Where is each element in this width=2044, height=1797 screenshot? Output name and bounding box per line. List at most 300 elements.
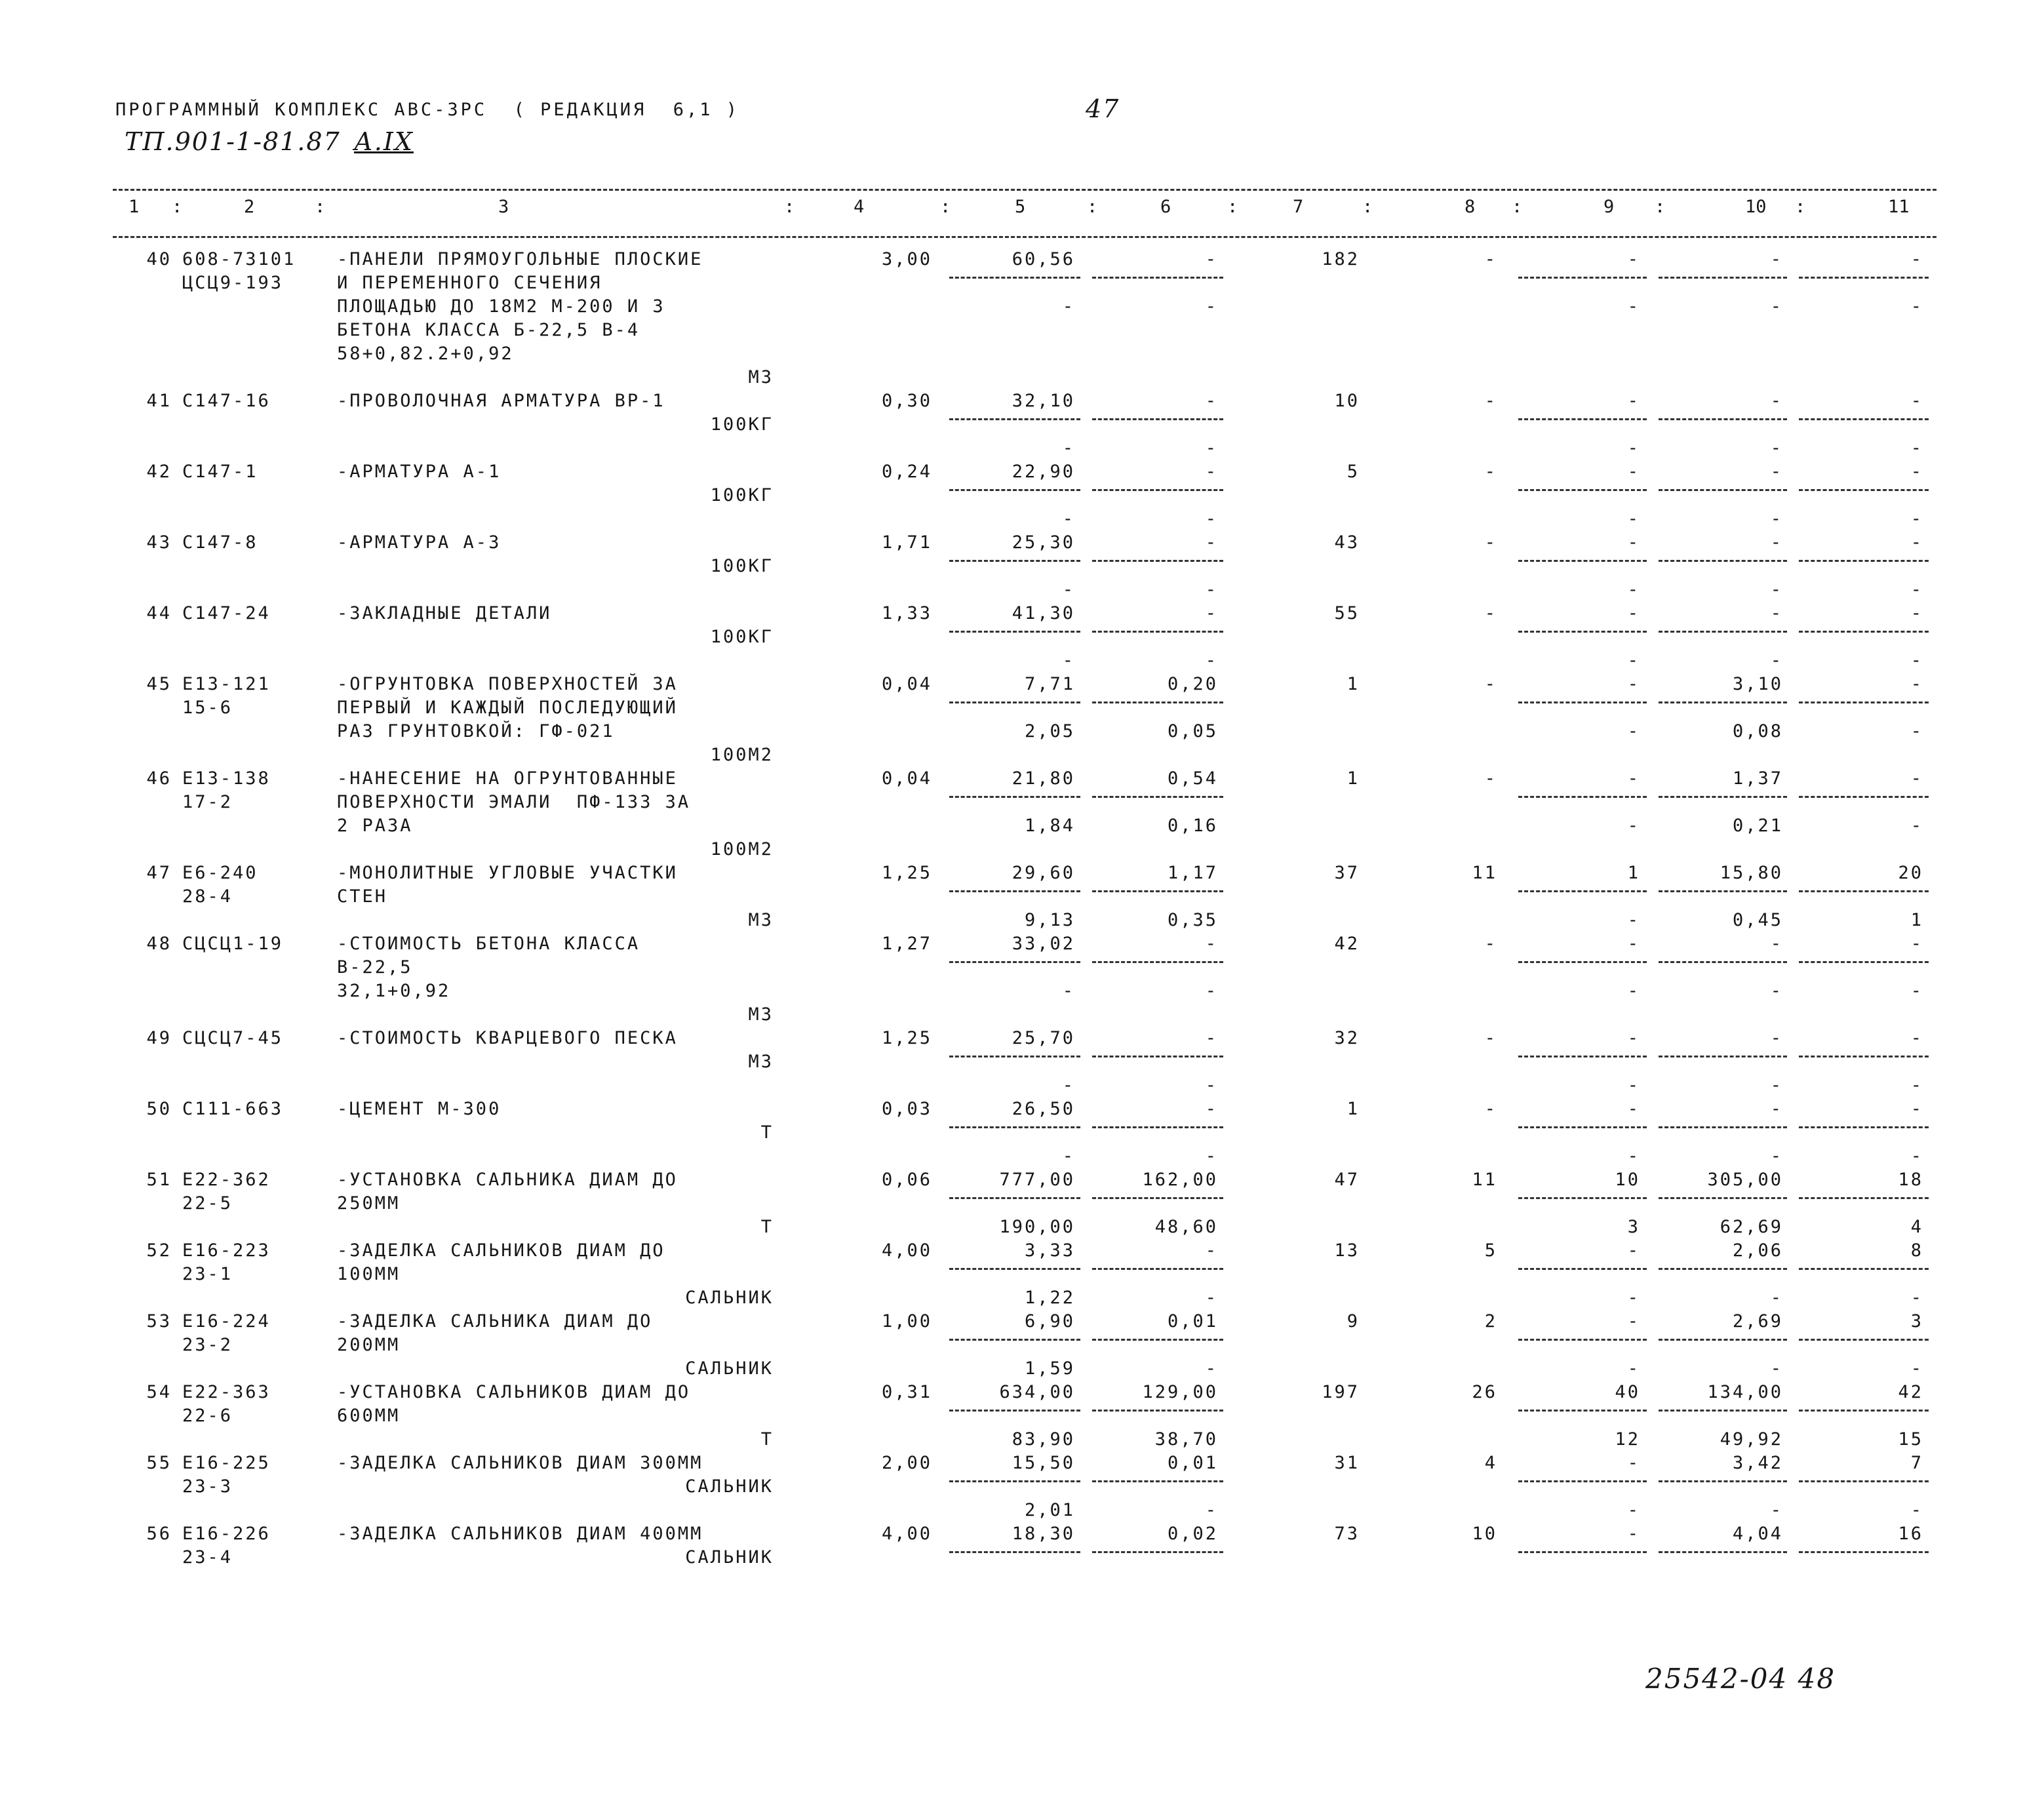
cost-c11-top: - xyxy=(1910,1028,1923,1048)
cost-c6-bottom: - xyxy=(1205,296,1218,317)
cost-c10-top: - xyxy=(1770,1028,1783,1048)
quantity-value: 1,25 xyxy=(881,1028,932,1048)
cost-divider xyxy=(949,277,1080,279)
cost-c10-top: - xyxy=(1770,603,1783,623)
cost-divider xyxy=(949,1268,1080,1270)
cost-c9-bottom: - xyxy=(1627,509,1640,529)
page-number: 47 xyxy=(1086,94,1120,123)
work-description: 100ММ xyxy=(337,1264,401,1284)
cost-divider xyxy=(949,1197,1080,1199)
cost-divider xyxy=(1799,277,1929,279)
labor-col-7: 182 xyxy=(1322,249,1360,269)
work-description: -АРМАТУРА А-3 xyxy=(337,532,501,553)
cost-divider xyxy=(1518,1126,1647,1128)
cost-c10-bottom: - xyxy=(1770,580,1783,600)
unit-of-measure: 100КГ xyxy=(710,627,774,647)
cost-c9-bottom: - xyxy=(1627,1500,1640,1520)
col-8-value: - xyxy=(1484,934,1497,954)
cost-c6-top: 0,02 xyxy=(1167,1524,1218,1544)
labor-col-7: 73 xyxy=(1334,1524,1360,1544)
cost-divider xyxy=(949,1126,1080,1128)
header-rule-top xyxy=(113,189,1936,191)
column-number: 4 xyxy=(854,197,865,217)
cost-c11-top: - xyxy=(1910,391,1923,411)
unit-of-measure: САЛЬНИК xyxy=(685,1288,774,1308)
cost-divider xyxy=(1799,1339,1929,1341)
resource-code: 23-3 xyxy=(182,1476,233,1497)
work-description: -ЗАДЕЛКА САЛЬНИКОВ ДИАМ 300ММ xyxy=(337,1453,703,1473)
cost-c11-top: 18 xyxy=(1898,1170,1923,1190)
work-description: 58+0,82.2+0,92 xyxy=(337,344,514,364)
resource-code: 17-2 xyxy=(182,792,233,812)
program-title: ПРОГРАММНЫЙ КОМПЛЕКС АВС-3РС ( РЕДАКЦИЯ 6,1 ) xyxy=(115,100,740,120)
cost-c6-top: - xyxy=(1205,462,1218,482)
work-description: -ПАНЕЛИ ПРЯМОУГОЛЬНЫЕ ПЛОСКИЕ xyxy=(337,249,703,269)
row-number: 40 xyxy=(146,249,172,269)
cost-divider xyxy=(1518,890,1647,892)
cost-divider xyxy=(949,961,1080,963)
cost-c9-top: - xyxy=(1627,391,1640,411)
cost-c6-bottom: - xyxy=(1205,509,1218,529)
cost-c6-top: 1,17 xyxy=(1167,863,1218,883)
work-description: 600ММ xyxy=(337,1406,401,1426)
work-description: -УСТАНОВКА САЛЬНИКА ДИАМ ДО xyxy=(337,1170,678,1190)
cost-c11-top: - xyxy=(1910,532,1923,553)
cost-c11-bottom: - xyxy=(1910,1288,1923,1308)
column-number: 10 xyxy=(1745,197,1767,217)
cost-c5-bottom: 2,05 xyxy=(1024,721,1075,741)
cost-c9-bottom: - xyxy=(1627,721,1640,741)
cost-c5-top: 18,30 xyxy=(1012,1524,1075,1544)
resource-code: СЦСЦ7-45 xyxy=(182,1028,284,1048)
column-separator: : xyxy=(1655,197,1666,217)
work-description: БЕТОНА КЛАССА Б-22,5 В-4 xyxy=(337,320,640,340)
work-description: ПЕРВЫЙ И КАЖДЫЙ ПОСЛЕДУЮЩИЙ xyxy=(337,698,678,718)
labor-col-7: 1 xyxy=(1346,1099,1360,1119)
column-separator: : xyxy=(1512,197,1523,217)
cost-divider xyxy=(1092,418,1223,420)
resource-code: СЦСЦ1-19 xyxy=(182,934,284,954)
resource-code: 15-6 xyxy=(182,698,233,718)
cost-c5-bottom: - xyxy=(1062,296,1075,317)
cost-c9-bottom: - xyxy=(1627,981,1640,1001)
cost-c5-bottom: - xyxy=(1062,580,1075,600)
labor-col-7: 9 xyxy=(1346,1311,1360,1332)
resource-code: Е6-240 xyxy=(182,863,258,883)
cost-c6-top: 0,54 xyxy=(1167,768,1218,789)
cost-divider xyxy=(1659,1480,1787,1482)
resource-code: Е16-224 xyxy=(182,1311,271,1332)
work-description: И ПЕРЕМЕННОГО СЕЧЕНИЯ xyxy=(337,273,602,293)
cost-c5-top: 25,70 xyxy=(1012,1028,1075,1048)
cost-divider xyxy=(949,1480,1080,1482)
cost-divider xyxy=(949,701,1080,703)
cost-divider xyxy=(1799,1056,1929,1057)
cost-c5-top: 29,60 xyxy=(1012,863,1075,883)
cost-c11-bottom: 4 xyxy=(1910,1217,1923,1237)
quantity-value: 0,04 xyxy=(881,674,932,694)
cost-c10-top: - xyxy=(1770,532,1783,553)
cost-c11-bottom: - xyxy=(1910,1075,1923,1096)
cost-divider xyxy=(1799,1268,1929,1270)
unit-of-measure: М3 xyxy=(748,367,774,387)
work-description: -ЦЕМЕНТ М-300 xyxy=(337,1099,501,1119)
cost-c6-bottom: 0,16 xyxy=(1167,816,1218,836)
cost-c11-top: - xyxy=(1910,603,1923,623)
labor-col-7: 5 xyxy=(1346,462,1360,482)
resource-code: 23-2 xyxy=(182,1335,233,1355)
cost-divider xyxy=(949,1410,1080,1412)
labor-col-7: 1 xyxy=(1346,768,1360,789)
cost-divider xyxy=(1799,1410,1929,1412)
cost-c5-top: 15,50 xyxy=(1012,1453,1075,1473)
cost-c10-bottom: 49,92 xyxy=(1720,1429,1783,1450)
cost-divider xyxy=(1092,1339,1223,1341)
cost-divider xyxy=(1518,796,1647,798)
cost-divider xyxy=(1659,277,1787,279)
cost-c5-bottom: - xyxy=(1062,438,1075,458)
resource-code: 23-4 xyxy=(182,1547,233,1568)
cost-c9-bottom: - xyxy=(1627,1358,1640,1379)
quantity-value: 0,30 xyxy=(881,391,932,411)
cost-c10-top: - xyxy=(1770,391,1783,411)
col-8-value: - xyxy=(1484,249,1497,269)
cost-divider xyxy=(1518,418,1647,420)
album-number: А.IX xyxy=(354,127,414,156)
col-8-value: - xyxy=(1484,603,1497,623)
cost-divider xyxy=(1799,961,1929,963)
work-description: 200ММ xyxy=(337,1335,401,1355)
cost-divider xyxy=(949,796,1080,798)
cost-divider xyxy=(1659,1410,1787,1412)
row-number: 43 xyxy=(146,532,172,553)
work-description: -СТОИМОСТЬ БЕТОНА КЛАССА xyxy=(337,934,640,954)
column-separator: : xyxy=(1087,197,1098,217)
work-description: -ЗАДЕЛКА САЛЬНИКОВ ДИАМ 400ММ xyxy=(337,1524,703,1544)
col-8-value: - xyxy=(1484,1028,1497,1048)
labor-col-7: 37 xyxy=(1334,863,1360,883)
cost-divider xyxy=(1659,1197,1787,1199)
cost-c10-top: 3,10 xyxy=(1732,674,1783,694)
cost-c6-bottom: - xyxy=(1205,580,1218,600)
cost-c6-bottom: - xyxy=(1205,650,1218,671)
project-code: ТП.901-1-81.87 xyxy=(125,127,341,156)
work-description: -НАНЕСЕНИЕ НА ОГРУНТОВАННЫЕ xyxy=(337,768,678,789)
unit-of-measure: 100КГ xyxy=(710,414,774,435)
column-number: 8 xyxy=(1464,197,1476,217)
resource-code: 608-73101 xyxy=(182,249,296,269)
resource-code: 28-4 xyxy=(182,886,233,907)
row-number: 46 xyxy=(146,768,172,789)
quantity-value: 1,25 xyxy=(881,863,932,883)
cost-c11-bottom: 1 xyxy=(1910,910,1923,930)
cost-c11-bottom: - xyxy=(1910,1358,1923,1379)
cost-c9-bottom: - xyxy=(1627,296,1640,317)
cost-c11-top: - xyxy=(1910,768,1923,789)
resource-code: Е13-138 xyxy=(182,768,271,789)
col-8-value: 26 xyxy=(1472,1382,1497,1402)
column-separator: : xyxy=(940,197,951,217)
cost-divider xyxy=(1518,1551,1647,1553)
quantity-value: 0,24 xyxy=(881,462,932,482)
unit-of-measure: 100М2 xyxy=(710,745,774,765)
col-8-value: - xyxy=(1484,391,1497,411)
resource-code: Е22-363 xyxy=(182,1382,271,1402)
cost-c11-top: 8 xyxy=(1910,1240,1923,1261)
quantity-value: 0,06 xyxy=(881,1170,932,1190)
quantity-value: 1,71 xyxy=(881,532,932,553)
row-number: 48 xyxy=(146,934,172,954)
resource-code: 23-1 xyxy=(182,1264,233,1284)
unit-of-measure: Т xyxy=(760,1122,774,1143)
cost-c11-top: 20 xyxy=(1898,863,1923,883)
row-number: 55 xyxy=(146,1453,172,1473)
cost-divider xyxy=(949,890,1080,892)
cost-divider xyxy=(1092,796,1223,798)
cost-c11-top: 16 xyxy=(1898,1524,1923,1544)
unit-of-measure: САЛЬНИК xyxy=(685,1547,774,1568)
cost-c10-top: - xyxy=(1770,1099,1783,1119)
cost-c11-top: 3 xyxy=(1910,1311,1923,1332)
cost-c11-bottom: - xyxy=(1910,816,1923,836)
column-separator: : xyxy=(1362,197,1373,217)
cost-divider xyxy=(949,489,1080,491)
resource-code: С147-24 xyxy=(182,603,271,623)
cost-divider xyxy=(1518,1480,1647,1482)
cost-divider xyxy=(1659,1056,1787,1057)
col-8-value: 5 xyxy=(1484,1240,1497,1261)
row-number: 45 xyxy=(146,674,172,694)
column-number: 1 xyxy=(128,197,140,217)
cost-c10-bottom: 0,08 xyxy=(1732,721,1783,741)
cost-divider xyxy=(1659,1339,1787,1341)
header-rule-bottom xyxy=(113,236,1936,238)
cost-c11-bottom: - xyxy=(1910,580,1923,600)
cost-divider xyxy=(1092,277,1223,279)
cost-c9-bottom: - xyxy=(1627,1288,1640,1308)
cost-divider xyxy=(949,418,1080,420)
column-number: 6 xyxy=(1160,197,1171,217)
cost-c6-top: - xyxy=(1205,603,1218,623)
row-number: 56 xyxy=(146,1524,172,1544)
cost-divider xyxy=(1799,890,1929,892)
cost-divider xyxy=(1518,277,1647,279)
cost-c5-bottom: - xyxy=(1062,509,1075,529)
cost-divider xyxy=(1799,1197,1929,1199)
cost-c5-top: 6,90 xyxy=(1024,1311,1075,1332)
work-description: -ЗАДЕЛКА САЛЬНИКА ДИАМ ДО xyxy=(337,1311,653,1332)
cost-divider xyxy=(1518,631,1647,633)
cost-c6-bottom: - xyxy=(1205,438,1218,458)
cost-divider xyxy=(1659,796,1787,798)
cost-c11-top: - xyxy=(1910,462,1923,482)
cost-c5-top: 25,30 xyxy=(1012,532,1075,553)
cost-c9-top: - xyxy=(1627,1028,1640,1048)
cost-c10-top: 305,00 xyxy=(1707,1170,1783,1190)
unit-of-measure: М3 xyxy=(748,1052,774,1072)
cost-divider xyxy=(949,1339,1080,1341)
cost-c6-top: - xyxy=(1205,1028,1218,1048)
cost-c6-top: 0,01 xyxy=(1167,1311,1218,1332)
cost-c11-bottom: 15 xyxy=(1898,1429,1923,1450)
cost-c5-bottom: 1,22 xyxy=(1024,1288,1075,1308)
row-number: 41 xyxy=(146,391,172,411)
column-separator: : xyxy=(1227,197,1238,217)
cost-c6-bottom: - xyxy=(1205,1075,1218,1096)
cost-divider xyxy=(1799,631,1929,633)
cost-c10-bottom: - xyxy=(1770,1075,1783,1096)
cost-c6-top: - xyxy=(1205,1240,1218,1261)
cost-divider xyxy=(949,631,1080,633)
cost-c10-top: 4,04 xyxy=(1732,1524,1783,1544)
cost-divider xyxy=(1799,1126,1929,1128)
cost-c5-bottom: 83,90 xyxy=(1012,1429,1075,1450)
cost-divider xyxy=(1659,489,1787,491)
cost-c9-bottom: - xyxy=(1627,580,1640,600)
cost-c11-top: - xyxy=(1910,674,1923,694)
cost-divider xyxy=(1092,890,1223,892)
cost-c9-top: - xyxy=(1627,532,1640,553)
cost-c10-top: - xyxy=(1770,249,1783,269)
cost-divider xyxy=(1659,1551,1787,1553)
cost-c6-top: - xyxy=(1205,532,1218,553)
cost-c9-bottom: - xyxy=(1627,910,1640,930)
work-description: 250ММ xyxy=(337,1193,401,1214)
cost-c6-top: - xyxy=(1205,934,1218,954)
row-number: 53 xyxy=(146,1311,172,1332)
labor-col-7: 197 xyxy=(1322,1382,1360,1402)
resource-code: Е13-121 xyxy=(182,674,271,694)
cost-c5-bottom: 1,84 xyxy=(1024,816,1075,836)
cost-c11-bottom: - xyxy=(1910,721,1923,741)
cost-c5-top: 7,71 xyxy=(1024,674,1075,694)
cost-divider xyxy=(1092,701,1223,703)
col-8-value: - xyxy=(1484,768,1497,789)
cost-c9-top: 10 xyxy=(1615,1170,1640,1190)
cost-divider xyxy=(1659,961,1787,963)
cost-c6-top: - xyxy=(1205,249,1218,269)
resource-code: Е16-226 xyxy=(182,1524,271,1544)
cost-c6-top: 0,20 xyxy=(1167,674,1218,694)
cost-c9-top: - xyxy=(1627,1524,1640,1544)
cost-c6-top: 129,00 xyxy=(1142,1382,1218,1402)
row-number: 44 xyxy=(146,603,172,623)
cost-c5-top: 60,56 xyxy=(1012,249,1075,269)
labor-col-7: 31 xyxy=(1334,1453,1360,1473)
unit-of-measure: М3 xyxy=(748,1004,774,1025)
col-8-value: - xyxy=(1484,674,1497,694)
cost-c5-top: 777,00 xyxy=(999,1170,1075,1190)
quantity-value: 3,00 xyxy=(881,249,932,269)
work-description: 32,1+0,92 xyxy=(337,981,451,1001)
cost-c6-bottom: - xyxy=(1205,1358,1218,1379)
resource-code: 22-5 xyxy=(182,1193,233,1214)
col-8-value: 11 xyxy=(1472,1170,1497,1190)
cost-c10-top: 3,42 xyxy=(1732,1453,1783,1473)
cost-c9-top: 40 xyxy=(1615,1382,1640,1402)
col-8-value: 2 xyxy=(1484,1311,1497,1332)
cost-divider xyxy=(949,1056,1080,1057)
cost-c5-top: 3,33 xyxy=(1024,1240,1075,1261)
cost-c11-top: 7 xyxy=(1910,1453,1923,1473)
cost-c9-top: - xyxy=(1627,462,1640,482)
row-number: 47 xyxy=(146,863,172,883)
cost-c10-bottom: - xyxy=(1770,1288,1783,1308)
col-8-value: 4 xyxy=(1484,1453,1497,1473)
column-number: 9 xyxy=(1603,197,1615,217)
cost-c11-top: 42 xyxy=(1898,1382,1923,1402)
labor-col-7: 32 xyxy=(1334,1028,1360,1048)
cost-c5-bottom: 2,01 xyxy=(1024,1500,1075,1520)
cost-divider xyxy=(1518,701,1647,703)
cost-divider xyxy=(1799,1551,1929,1553)
cost-c5-top: 21,80 xyxy=(1012,768,1075,789)
work-description: -ПРОВОЛОЧНАЯ АРМАТУРА ВР-1 xyxy=(337,391,665,411)
cost-c9-bottom: 3 xyxy=(1627,1217,1640,1237)
quantity-value: 1,33 xyxy=(881,603,932,623)
quantity-value: 0,03 xyxy=(881,1099,932,1119)
labor-col-7: 43 xyxy=(1334,532,1360,553)
labor-col-7: 13 xyxy=(1334,1240,1360,1261)
cost-c9-top: 1 xyxy=(1627,863,1640,883)
quantity-value: 2,00 xyxy=(881,1453,932,1473)
cost-divider xyxy=(1518,1339,1647,1341)
resource-code: С147-8 xyxy=(182,532,258,553)
cost-divider xyxy=(1518,1410,1647,1412)
cost-c11-bottom: - xyxy=(1910,509,1923,529)
work-description: 2 РАЗА xyxy=(337,816,413,836)
cost-c9-bottom: - xyxy=(1627,1146,1640,1166)
column-separator: : xyxy=(1795,197,1806,217)
row-number: 50 xyxy=(146,1099,172,1119)
labor-col-7: 1 xyxy=(1346,674,1360,694)
cost-c9-top: - xyxy=(1627,768,1640,789)
resource-code: ЦСЦ9-193 xyxy=(182,273,284,293)
quantity-value: 0,04 xyxy=(881,768,932,789)
cost-c6-top: - xyxy=(1205,1099,1218,1119)
work-description: -АРМАТУРА А-1 xyxy=(337,462,501,482)
unit-of-measure: 100КГ xyxy=(710,485,774,505)
unit-of-measure: 100КГ xyxy=(710,556,774,576)
unit-of-measure: М3 xyxy=(748,910,774,930)
labor-col-7: 42 xyxy=(1334,934,1360,954)
cost-c9-top: - xyxy=(1627,249,1640,269)
resource-code: 22-6 xyxy=(182,1406,233,1426)
resource-code: С111-663 xyxy=(182,1099,284,1119)
work-description: ПЛОЩАДЬЮ ДО 18М2 М-200 И 3 xyxy=(337,296,665,317)
cost-divider xyxy=(1092,489,1223,491)
work-description: РАЗ ГРУНТОВКОЙ: ГФ-021 xyxy=(337,721,615,741)
cost-c6-bottom: 0,35 xyxy=(1167,910,1218,930)
archive-number: 25542-04 48 xyxy=(1645,1663,1836,1695)
col-8-value: 11 xyxy=(1472,863,1497,883)
cost-c5-bottom: - xyxy=(1062,650,1075,671)
col-8-value: - xyxy=(1484,532,1497,553)
cost-divider xyxy=(1092,560,1223,562)
cost-divider xyxy=(1659,1126,1787,1128)
cost-divider xyxy=(1518,560,1647,562)
work-description: ПОВЕРХНОСТИ ЭМАЛИ ПФ-133 ЗА xyxy=(337,792,691,812)
cost-c9-top: - xyxy=(1627,1099,1640,1119)
row-number: 52 xyxy=(146,1240,172,1261)
work-description: -СТОИМОСТЬ КВАРЦЕВОГО ПЕСКА xyxy=(337,1028,678,1048)
work-description: В-22,5 xyxy=(337,957,413,977)
column-number: 3 xyxy=(498,197,509,217)
cost-divider xyxy=(1092,1551,1223,1553)
cost-divider xyxy=(1659,560,1787,562)
cost-c9-top: - xyxy=(1627,603,1640,623)
cost-c9-top: - xyxy=(1627,674,1640,694)
